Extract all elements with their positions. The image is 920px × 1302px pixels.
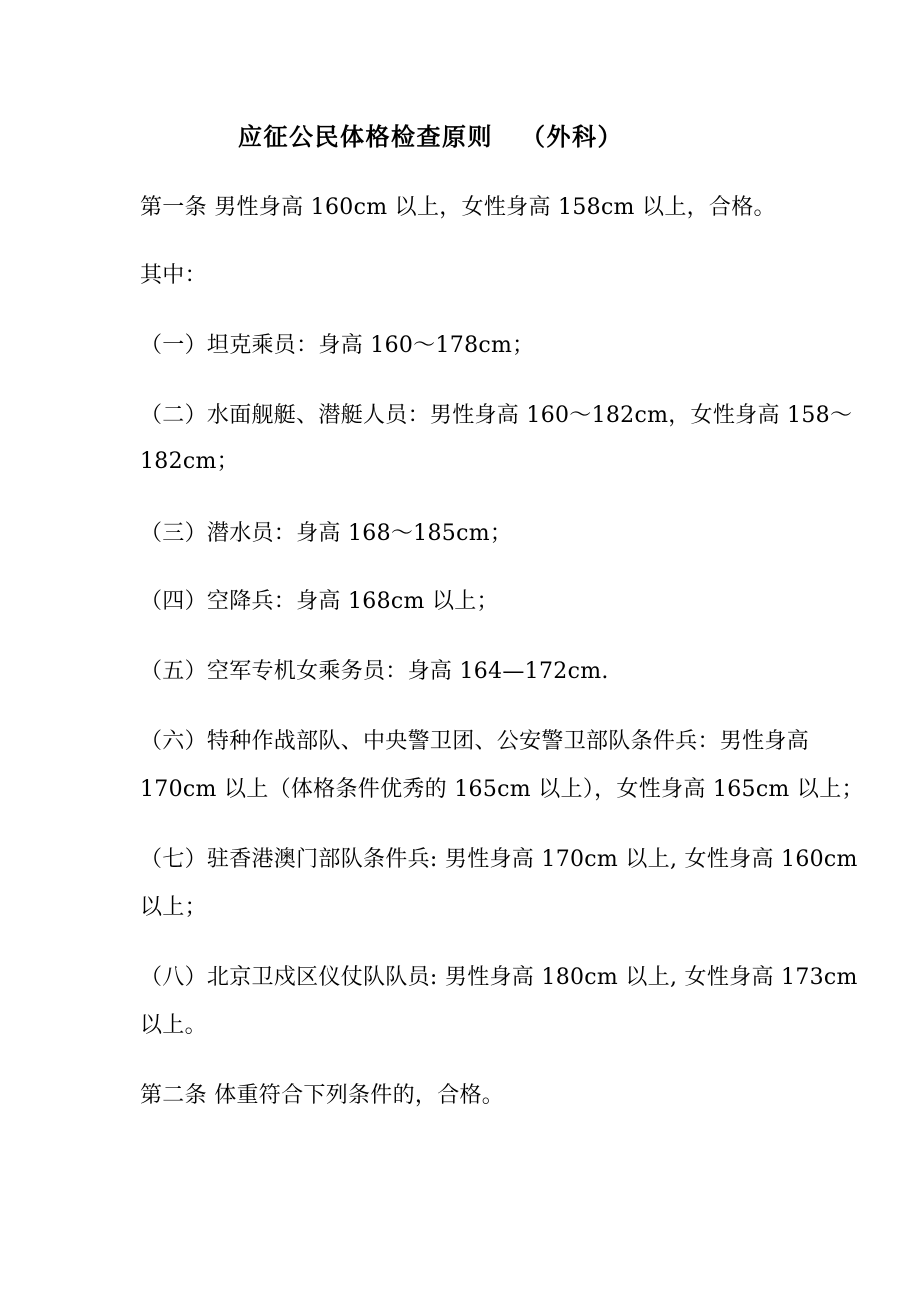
item-2-naval-line-1: （二）水面舰艇、潜艇人员：男性身高 160～182cm，女性身高 158～ bbox=[140, 403, 853, 428]
item-1-tank-crew: （一）坦克乘员：身高 160～178cm； bbox=[140, 333, 535, 358]
item-2-naval-line-2: 182cm； bbox=[140, 449, 239, 474]
item-8-honor-guard-line-1: （八）北京卫戍区仪仗队队员: 男性身高 180cm 以上, 女性身高 173cm bbox=[140, 965, 858, 990]
item-3-diver: （三）潜水员：身高 168～185cm； bbox=[140, 521, 513, 546]
title-suffix: （外科） bbox=[521, 122, 623, 151]
item-6-special-forces-line-1: （六）特种作战部队、中央警卫团、公安警卫部队条件兵：男性身高 bbox=[140, 729, 810, 754]
document-title bbox=[238, 122, 623, 152]
article-1: 第一条 男性身高 160cm 以上，女性身高 158cm 以上，合格。 bbox=[140, 195, 776, 220]
subheading-among: 其中： bbox=[140, 263, 207, 288]
item-4-paratrooper: （四）空降兵：身高 168cm 以上； bbox=[140, 589, 499, 614]
item-6-special-forces-line-2: 170cm 以上（体格条件优秀的 165cm 以上），女性身高 165cm 以上； bbox=[140, 777, 864, 802]
item-7-hk-macao-line-2: 以上； bbox=[140, 895, 207, 920]
article-2: 第二条 体重符合下列条件的，合格。 bbox=[140, 1083, 505, 1108]
item-7-hk-macao-line-1: （七）驻香港澳门部队条件兵: 男性身高 170cm 以上, 女性身高 160cm bbox=[140, 847, 858, 872]
title-main: 应征公民体格检查原则 bbox=[238, 122, 493, 151]
item-5-flight-attendant: （五）空军专机女乘务员：身高 164—172cm. bbox=[140, 659, 609, 684]
item-8-honor-guard-line-2: 以上。 bbox=[140, 1013, 207, 1038]
